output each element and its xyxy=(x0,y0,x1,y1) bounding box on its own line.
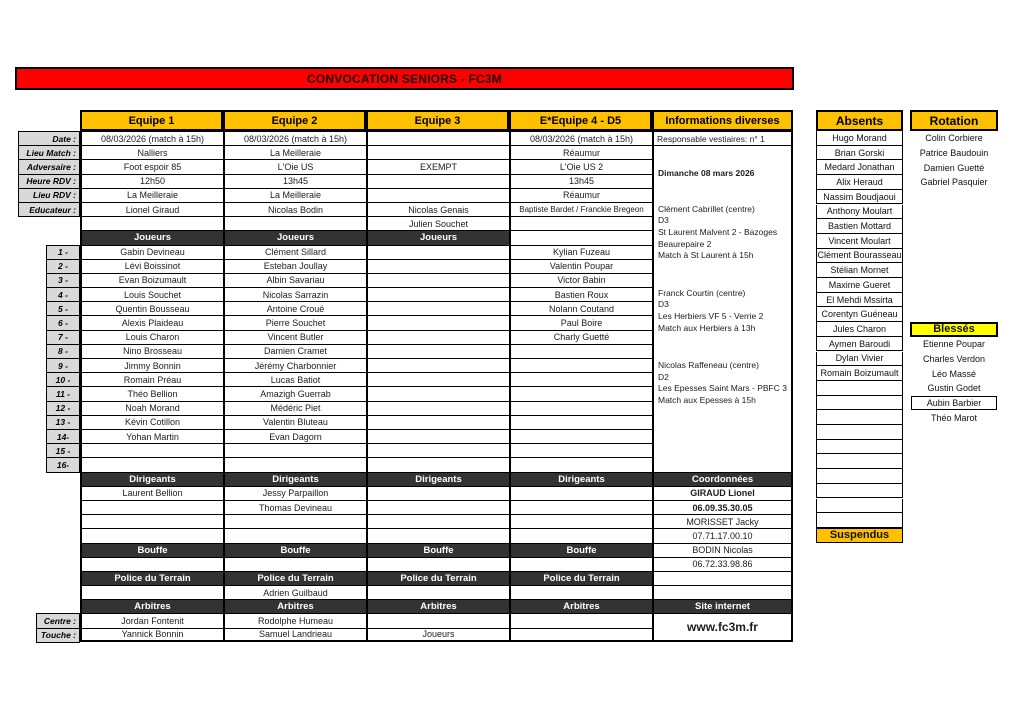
lieu-rdv-equipe4: Réaumur xyxy=(509,188,652,202)
player-4-equipe4: Bastien Roux xyxy=(509,287,652,301)
absent-name-16: Dylan Vivier xyxy=(816,352,903,367)
arbitres-header-equipe1: Arbitres xyxy=(80,599,223,613)
absent-empty-row xyxy=(816,440,903,455)
row-label-heure-rdv: Heure RDV : xyxy=(18,174,80,189)
absent-name-13: Corentyn Guéneau xyxy=(816,307,903,322)
website-link: www.fc3m.fr xyxy=(652,613,793,641)
dirigeant-2-equipe1 xyxy=(80,500,223,514)
player-5-equipe3 xyxy=(366,301,509,315)
player-1-equipe2: Clément Sillard xyxy=(223,245,366,259)
bouffe-equipe1 xyxy=(80,557,223,571)
player-num-10: 10 - xyxy=(46,372,80,387)
coordonnees-row-6 xyxy=(652,571,793,585)
player-14-equipe1: Yohan Martin xyxy=(80,429,223,443)
absent-empty-row xyxy=(816,499,903,514)
educateur-equipe1: Lionel Giraud xyxy=(80,202,223,216)
educateur-equipe2: Nicolas Bodin xyxy=(223,202,366,216)
lieu-rdv-equipe1: La Meilleraie xyxy=(80,188,223,202)
player-6-equipe2: Pierre Souchet xyxy=(223,315,366,329)
arbitres-header-equipe2: Arbitres xyxy=(223,599,366,613)
player-13-equipe4 xyxy=(509,415,652,429)
adversaire-equipe1: Foot espoir 85 xyxy=(80,159,223,173)
arbitres-header-equipe3: Arbitres xyxy=(366,599,509,613)
player-num-9: 9 - xyxy=(46,358,80,373)
player-7-equipe2: Vincent Butler xyxy=(223,330,366,344)
player-6-equipe1: Alexis Plaideau xyxy=(80,315,223,329)
absent-name-10: Stélian Mornet xyxy=(816,263,903,278)
player-num-7: 7 - xyxy=(46,330,80,345)
player-6-equipe4: Paul Boire xyxy=(509,315,652,329)
absent-name-11: Maxime Gueret xyxy=(816,278,903,293)
player-num-12: 12 - xyxy=(46,401,80,416)
absent-empty-row xyxy=(816,410,903,425)
dirigeant-3-equipe1 xyxy=(80,514,223,528)
arbitres-header-equipe4: Arbitres xyxy=(509,599,652,613)
info-block-1-line-0: Franck Courtin (centre) xyxy=(658,287,746,298)
info-block-0-line-1: D3 xyxy=(658,215,669,226)
joueurs-header-equipe2: Joueurs xyxy=(223,230,366,244)
lieu-rdv-equipe3 xyxy=(366,188,509,202)
heure-rdv-equipe3 xyxy=(366,174,509,188)
absent-name-6: Anthony Moulart xyxy=(816,205,903,220)
blesses-header: Blessés xyxy=(910,322,998,337)
player-15-equipe1 xyxy=(80,443,223,457)
page-title: CONVOCATION SENIORS - FC3M xyxy=(307,71,502,86)
column-header-equipe4: E*Equipe 4 - D5 xyxy=(509,110,652,131)
player-4-equipe3 xyxy=(366,287,509,301)
player-13-equipe2: Valentin Bluteau xyxy=(223,415,366,429)
rotation-name-4: Gabriel Pasquier xyxy=(920,177,988,188)
police-header-equipe2: Police du Terrain xyxy=(223,571,366,585)
rotation-name-3: Damien Guetté xyxy=(923,162,985,173)
player-3-equipe2: Albin Savariau xyxy=(223,273,366,287)
lieu-match-equipe2: La Meilleraie xyxy=(223,145,366,159)
police-equipe1 xyxy=(80,585,223,599)
touche-equipe4 xyxy=(509,628,652,642)
dirigeants-header-equipe1: Dirigeants xyxy=(80,472,223,486)
rotation-name-2: Patrice Baudouin xyxy=(919,148,989,159)
player-5-equipe1: Quentin Bousseau xyxy=(80,301,223,315)
info-date-line: Dimanche 08 mars 2026 xyxy=(658,168,755,179)
player-num-14: 14- xyxy=(46,429,80,444)
extra-equipe2 xyxy=(223,216,366,230)
dirigeant-4-equipe4 xyxy=(509,528,652,542)
dirigeant-4-equipe3 xyxy=(366,528,509,542)
absent-empty-row xyxy=(816,425,903,440)
player-8-equipe2: Damien Cramet xyxy=(223,344,366,358)
absent-empty-row xyxy=(816,381,903,396)
absent-name-17: Romain Boizumault xyxy=(816,366,903,381)
row-label-lieu-match: Lieu Match : xyxy=(18,145,80,160)
info-block-1-line-2: Les Herbiers VF 5 - Verrie 2 xyxy=(658,310,764,321)
absent-name-12: El Mehdi Mssirta xyxy=(816,293,903,308)
dirigeant-2-equipe4 xyxy=(509,500,652,514)
responsable-vestiaires: Responsable vestiaires: n° 1 xyxy=(652,131,793,145)
dirigeant-3-equipe2 xyxy=(223,514,366,528)
lieu-match-equipe4: Réaumur xyxy=(509,145,652,159)
extra-equipe1 xyxy=(80,216,223,230)
touche-equipe1: Yannick Bonnin xyxy=(80,628,223,642)
adversaire-equipe3: EXEMPT xyxy=(366,159,509,173)
player-1-equipe3 xyxy=(366,245,509,259)
info-block-2-line-1: D2 xyxy=(658,371,669,382)
player-num-3: 3 - xyxy=(46,273,80,288)
dirigeant-1-equipe1: Laurent Bellion xyxy=(80,486,223,500)
player-num-4: 4 - xyxy=(46,287,80,302)
absent-name-15: Aymen Baroudi xyxy=(816,337,903,352)
player-12-equipe2: Médéric Piet xyxy=(223,401,366,415)
player-4-equipe2: Nicolas Sarrazin xyxy=(223,287,366,301)
player-16-equipe1 xyxy=(80,457,223,471)
extra-equipe4 xyxy=(509,216,652,230)
player-7-equipe3 xyxy=(366,330,509,344)
info-block-2-line-3: Match aux Epesses à 15h xyxy=(658,394,756,405)
row-label-lieu-rdv: Lieu RDV : xyxy=(18,188,80,203)
row-label-centre: Centre : xyxy=(36,613,80,628)
rotation-name-1: Colin Corbiere xyxy=(925,133,983,144)
rotation-header: Rotation xyxy=(910,110,998,131)
joueurs-row-equipe4 xyxy=(509,230,652,244)
player-12-equipe1: Noah Morand xyxy=(80,401,223,415)
police-equipe2: Adrien Guilbaud xyxy=(223,585,366,599)
player-16-equipe3 xyxy=(366,457,509,471)
site-internet-header: Site internet xyxy=(652,599,793,613)
lieu-rdv-equipe2: La Meilleraie xyxy=(223,188,366,202)
dirigeant-4-equipe2 xyxy=(223,528,366,542)
info-block-1-line-3: Match aux Herbiers à 13h xyxy=(658,322,756,333)
absent-name-3: Medard Jonathan xyxy=(816,160,903,175)
absent-name-5: Nassim Boudjaoui xyxy=(816,190,903,205)
blesse-name-5: Aubin Barbier xyxy=(911,396,997,411)
player-num-11: 11 - xyxy=(46,386,80,401)
lieu-match-equipe1: Nalliers xyxy=(80,145,223,159)
date-equipe3 xyxy=(366,131,509,145)
suspendus-header: Suspendus xyxy=(816,528,903,543)
player-12-equipe4 xyxy=(509,401,652,415)
informations-diverses-notes xyxy=(652,145,793,471)
coordonnees-row-7 xyxy=(652,585,793,599)
joueurs-header-equipe1: Joueurs xyxy=(80,230,223,244)
centre-equipe2: Rodolphe Humeau xyxy=(223,613,366,627)
dirigeant-2-equipe2: Thomas Devineau xyxy=(223,500,366,514)
absent-empty-row xyxy=(816,469,903,484)
info-block-1-line-1: D3 xyxy=(658,299,669,310)
player-6-equipe3 xyxy=(366,315,509,329)
info-block-0-line-3: Beaurepaire 2 xyxy=(658,238,712,249)
absent-empty-row xyxy=(816,484,903,499)
column-header-equipe2: Equipe 2 xyxy=(223,110,366,131)
dirigeant-1-equipe2: Jessy Parpaillon xyxy=(223,486,366,500)
police-equipe3 xyxy=(366,585,509,599)
player-1-equipe1: Gabin Devineau xyxy=(80,245,223,259)
blesse-name-1: Etienne Poupar xyxy=(922,339,986,350)
player-num-13: 13 - xyxy=(46,415,80,430)
touche-equipe2: Samuel Landrieau xyxy=(223,628,366,642)
absent-name-1: Hugo Morand xyxy=(816,131,903,146)
player-4-equipe1: Louis Souchet xyxy=(80,287,223,301)
player-num-1: 1 - xyxy=(46,245,80,260)
adversaire-equipe2: L'Oie US xyxy=(223,159,366,173)
absent-name-8: Vincent Moulart xyxy=(816,234,903,249)
player-13-equipe1: Kévin Cotillon xyxy=(80,415,223,429)
row-label-educateur: Educateur : xyxy=(18,202,80,217)
player-8-equipe1: Nino Brosseau xyxy=(80,344,223,358)
absent-name-2: Brian Gorski xyxy=(816,146,903,161)
player-15-equipe4 xyxy=(509,443,652,457)
info-block-2-line-0: Nicolas Raffeneau (centre) xyxy=(658,360,759,371)
player-2-equipe2: Esteban Joullay xyxy=(223,259,366,273)
player-1-equipe4: Kylian Fuzeau xyxy=(509,245,652,259)
absent-empty-row xyxy=(816,396,903,411)
column-header-equipe1: Equipe 1 xyxy=(80,110,223,131)
player-16-equipe2 xyxy=(223,457,366,471)
player-12-equipe3 xyxy=(366,401,509,415)
blesse-name-4: Gustin Godet xyxy=(927,383,981,394)
dirigeant-4-equipe1 xyxy=(80,528,223,542)
absent-name-4: Alix Heraud xyxy=(816,175,903,190)
player-8-equipe4 xyxy=(509,344,652,358)
player-11-equipe4 xyxy=(509,386,652,400)
player-15-equipe2 xyxy=(223,443,366,457)
player-2-equipe3 xyxy=(366,259,509,273)
absent-name-14: Jules Charon xyxy=(816,322,903,337)
absent-name-7: Bastien Mottard xyxy=(816,219,903,234)
player-3-equipe1: Evan Boizumault xyxy=(80,273,223,287)
police-header-equipe4: Police du Terrain xyxy=(509,571,652,585)
dirigeant-3-equipe3 xyxy=(366,514,509,528)
player-11-equipe1: Théo Bellion xyxy=(80,386,223,400)
educateur-equipe3: Nicolas Genais xyxy=(366,202,509,216)
player-14-equipe4 xyxy=(509,429,652,443)
player-num-5: 5 - xyxy=(46,301,80,316)
absent-name-9: Clément Bourasseau xyxy=(816,249,903,264)
bouffe-equipe2 xyxy=(223,557,366,571)
player-5-equipe4: Nolann Coutand xyxy=(509,301,652,315)
blesse-name-3: Léo Massé xyxy=(931,368,977,379)
player-3-equipe4: Victor Babin xyxy=(509,273,652,287)
info-block-0-line-4: Match à St Laurent à 15h xyxy=(658,250,754,261)
player-15-equipe3 xyxy=(366,443,509,457)
coordonnees-header: Coordonnées xyxy=(652,472,793,486)
police-equipe4 xyxy=(509,585,652,599)
centre-equipe1: Jordan Fontenit xyxy=(80,613,223,627)
heure-rdv-equipe4: 13h45 xyxy=(509,174,652,188)
coordonnees-row-5: 06.72.33.98.86 xyxy=(652,557,793,571)
extra-equipe3: Julien Souchet xyxy=(366,216,509,230)
player-5-equipe2: Antoine Croué xyxy=(223,301,366,315)
info-block-0-line-2: St Laurent Malvent 2 - Bazoges xyxy=(658,226,778,237)
bouffe-equipe4 xyxy=(509,557,652,571)
centre-equipe3 xyxy=(366,613,509,627)
date-equipe2: 08/03/2026 (match à 15h) xyxy=(223,131,366,145)
lieu-match-equipe3 xyxy=(366,145,509,159)
player-8-equipe3 xyxy=(366,344,509,358)
coordonnees-row-4: BODIN Nicolas xyxy=(652,543,793,557)
info-block-0-line-0: Clément Cabrillet (centre) xyxy=(658,203,755,214)
dirigeant-1-equipe4 xyxy=(509,486,652,500)
player-14-equipe2: Evan Dagorn xyxy=(223,429,366,443)
police-header-equipe1: Police du Terrain xyxy=(80,571,223,585)
bouffe-header-equipe4: Bouffe xyxy=(509,543,652,557)
row-label-touche: Touche : xyxy=(36,628,80,643)
heure-rdv-equipe1: 12h50 xyxy=(80,174,223,188)
player-num-16: 16- xyxy=(46,457,80,472)
player-num-2: 2 - xyxy=(46,259,80,274)
row-label-adversaire: Adversaire : xyxy=(18,159,80,174)
info-block-2-line-2: Les Epesses Saint Mars - PBFC 3 xyxy=(658,383,787,394)
player-7-equipe1: Louis Charon xyxy=(80,330,223,344)
dirigeant-2-equipe3 xyxy=(366,500,509,514)
player-2-equipe4: Valentin Poupar xyxy=(509,259,652,273)
player-16-equipe4 xyxy=(509,457,652,471)
absent-empty-row xyxy=(816,513,903,528)
player-3-equipe3 xyxy=(366,273,509,287)
column-header-equipe3: Equipe 3 xyxy=(366,110,509,131)
player-9-equipe3 xyxy=(366,358,509,372)
bouffe-header-equipe3: Bouffe xyxy=(366,543,509,557)
blesse-name-6: Théo Marot xyxy=(930,412,978,423)
touche-equipe3: Joueurs xyxy=(366,628,509,642)
player-2-equipe1: Lévi Boissinot xyxy=(80,259,223,273)
player-10-equipe2: Lucas Batiot xyxy=(223,372,366,386)
dirigeants-header-equipe4: Dirigeants xyxy=(509,472,652,486)
centre-equipe4 xyxy=(509,613,652,627)
player-11-equipe2: Amazigh Guerrab xyxy=(223,386,366,400)
bouffe-header-equipe1: Bouffe xyxy=(80,543,223,557)
coordonnees-row-1: 06.09.35.30.05 xyxy=(652,500,793,514)
police-header-equipe3: Police du Terrain xyxy=(366,571,509,585)
row-label-date: Date : xyxy=(18,131,80,146)
educateur-equipe4: Baptiste Bardet / Franckie Bregeon xyxy=(509,202,652,216)
bouffe-header-equipe2: Bouffe xyxy=(223,543,366,557)
player-9-equipe1: Jimmy Bonnin xyxy=(80,358,223,372)
player-9-equipe4 xyxy=(509,358,652,372)
player-num-8: 8 - xyxy=(46,344,80,359)
joueurs-header-equipe3: Joueurs xyxy=(366,230,509,244)
dirigeant-1-equipe3 xyxy=(366,486,509,500)
player-num-15: 15 - xyxy=(46,443,80,458)
absent-empty-row xyxy=(816,454,903,469)
date-equipe1: 08/03/2026 (match à 15h) xyxy=(80,131,223,145)
adversaire-equipe4: L'Oie US 2 xyxy=(509,159,652,173)
player-10-equipe4 xyxy=(509,372,652,386)
dirigeants-header-equipe3: Dirigeants xyxy=(366,472,509,486)
player-7-equipe4: Charly Guetté xyxy=(509,330,652,344)
heure-rdv-equipe2: 13h45 xyxy=(223,174,366,188)
bouffe-equipe3 xyxy=(366,557,509,571)
dirigeant-3-equipe4 xyxy=(509,514,652,528)
player-11-equipe3 xyxy=(366,386,509,400)
absents-header: Absents xyxy=(816,110,903,131)
title-banner xyxy=(15,67,794,90)
date-equipe4: 08/03/2026 (match à 15h) xyxy=(509,131,652,145)
column-header-informations: Informations diverses xyxy=(652,110,793,131)
coordonnees-row-0: GIRAUD Lionel xyxy=(652,486,793,500)
player-13-equipe3 xyxy=(366,415,509,429)
player-14-equipe3 xyxy=(366,429,509,443)
player-num-6: 6 - xyxy=(46,315,80,330)
player-9-equipe2: Jérémy Charbonnier xyxy=(223,358,366,372)
player-10-equipe3 xyxy=(366,372,509,386)
dirigeants-header-equipe2: Dirigeants xyxy=(223,472,366,486)
blesse-name-2: Charles Verdon xyxy=(922,353,986,364)
coordonnees-row-3: 07.71.17.00.10 xyxy=(652,528,793,542)
coordonnees-row-2: MORISSET Jacky xyxy=(652,514,793,528)
player-10-equipe1: Romain Préau xyxy=(80,372,223,386)
